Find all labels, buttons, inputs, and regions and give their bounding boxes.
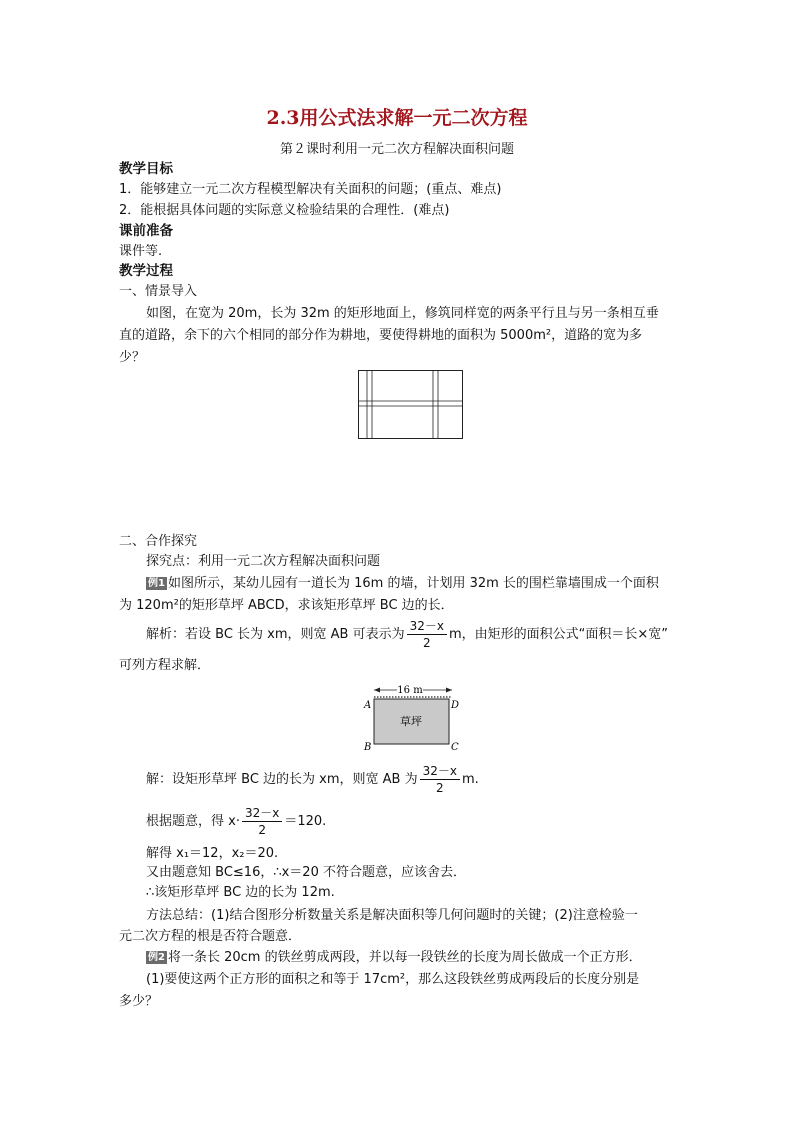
prep-text: 课件等. (119, 244, 163, 259)
vertex-a-label: A (364, 700, 372, 711)
example-2-badge: 例2 (148, 952, 165, 963)
fraction-denominator: 2 (258, 823, 266, 837)
example-2-text: 将一条长 20cm 的铁丝剪成两段，并以每一段铁丝的长度为周长做成一个正方形． (167, 950, 642, 965)
summary-line-2: 元二次方程的根是否符合题意． (119, 929, 302, 944)
example-1-line-2: 为 120m²的矩形草坪 ABCD，求该矩形草坪 BC 边的长． (119, 598, 454, 613)
summary-line-1: 方法总结：(1)结合图形分析数量关系是解决面积等几何问题时的关键；(2)注意检验一 (146, 908, 638, 923)
vertex-b-label: B (364, 742, 372, 752)
page-title: 2.3用公式法求解一元二次方程 (266, 107, 528, 129)
lawn-label: 草坪 (400, 715, 422, 728)
analysis-line-1 (146, 617, 668, 653)
analysis-fraction (407, 618, 447, 651)
solution-line-5: ∴该矩形草坪 BC 边的长为 12m. (146, 885, 335, 900)
solution-line-1 (146, 762, 479, 798)
heading-process: 教学过程 (119, 263, 173, 279)
wall-length-label: 16 m (397, 685, 423, 696)
intro-line-2: 直的道路，余下的六个相同的部分作为耕地，要使得耕地的面积为 5000m²，道路的宽为多 (119, 328, 643, 343)
vertex-c-label: C (451, 742, 459, 752)
heading-prep: 课前准备 (119, 223, 173, 239)
page-subtitle: 第２课时利用一元二次方程解决面积问题 (279, 142, 514, 157)
example-2-line-1 (146, 949, 642, 967)
example-1-text: 如图所示，某幼儿园有一道长为 16m 的墙，计划用 32m 长的围栏靠墙围成一个面积 (167, 576, 659, 591)
solution-text-a: 解：设矩形草坪 BC 边的长为 xm，则宽 AB 为 (146, 772, 418, 787)
explore-point: 探究点：利用一元二次方程解决面积问题 (146, 554, 381, 569)
heading-objectives: 教学目标 (119, 161, 173, 177)
example-1-line-1 (146, 575, 659, 593)
solution-line-2 (146, 804, 326, 840)
fraction-denominator: 2 (422, 636, 431, 650)
section-explore-heading: 二、合作探究 (119, 534, 198, 549)
fraction-numerator: 32－x (420, 763, 460, 780)
analysis-text-b: m，由矩形的面积公式“面积＝长×宽” (448, 627, 669, 642)
solution-text-b: m. (461, 772, 479, 787)
equation-text-a: 根据题意，得 x· (146, 814, 240, 829)
example-1-badge: 例1 (148, 578, 165, 589)
lawn-diagram (360, 680, 465, 752)
intro-line-1: 如图，在宽为 20m，长为 32m 的矩形地面上，修筑同样宽的两条平行且与另一条相互垂 (146, 306, 659, 321)
fraction-numerator: 32－x (242, 805, 282, 822)
intro-line-3: 少？ (119, 350, 146, 365)
solution-line-3: 解得 x₁＝12，x₂＝20. (146, 846, 279, 861)
fraction-numerator: 32－x (407, 618, 447, 635)
solution-fraction (420, 763, 460, 796)
equation-fraction (242, 805, 282, 838)
example-2-line-3: 多少？ (119, 994, 159, 1009)
analysis-text-a: 解析：若设 BC 长为 xm，则宽 AB 可表示为 (146, 627, 405, 642)
fraction-denominator: 2 (435, 781, 444, 795)
objective-2: 2．能根据具体问题的实际意义检验结果的合理性．(难点) (119, 203, 450, 218)
example-2-line-2: (1)要使这两个正方形的面积之和等于 17cm²，那么这段铁丝剪成两段后的长度分别是 (146, 972, 640, 987)
vertex-d-label: D (451, 700, 460, 711)
section-intro-heading: 一、情景导入 (119, 284, 198, 299)
solution-line-4: 又由题意知 BC≤16，∴x＝20 不符合题意，应该舍去． (146, 865, 466, 880)
field-roads-diagram (358, 370, 464, 440)
objective-1: 1．能够建立一元二次方程模型解决有关面积的问题；(重点、难点) (119, 182, 502, 197)
analysis-line-2: 可列方程求解． (119, 658, 211, 673)
equation-text-b: ＝120. (284, 814, 327, 829)
